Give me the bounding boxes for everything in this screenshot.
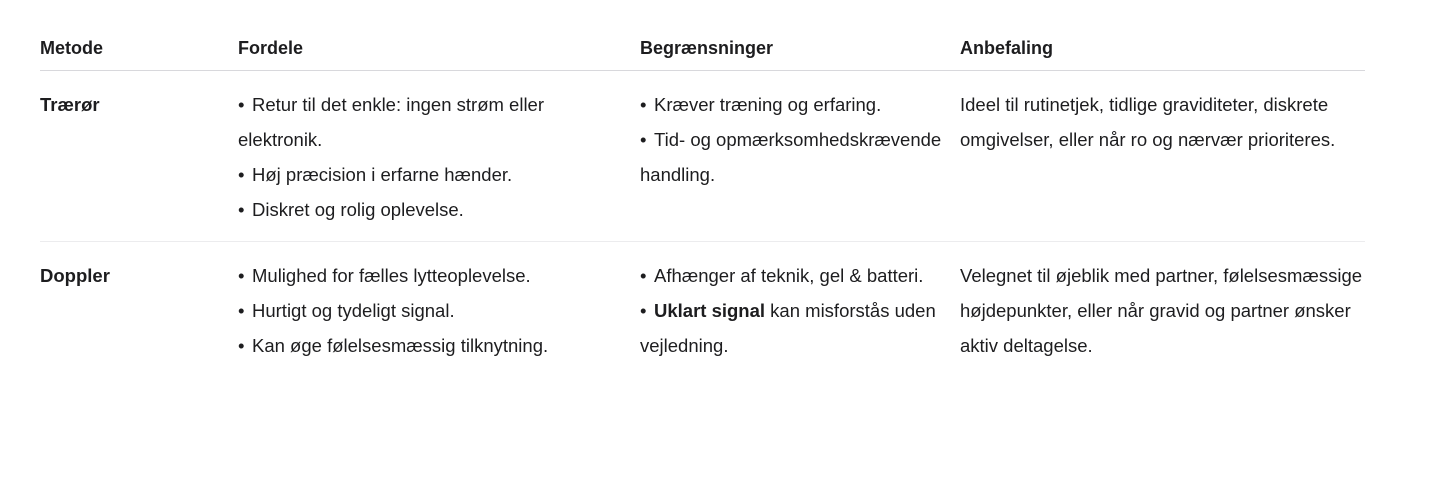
bullet-icon: • xyxy=(640,129,647,150)
list-item xyxy=(640,258,942,293)
bullet-icon: • xyxy=(238,199,245,220)
pro-text: Hurtigt og tydeligt signal. xyxy=(252,300,455,321)
list-item xyxy=(238,258,622,293)
limitation-text: Afhænger af teknik, gel & batteri. xyxy=(654,265,924,286)
limitations-cell xyxy=(640,71,960,242)
list-item xyxy=(238,192,622,227)
bullet-icon: • xyxy=(640,265,647,286)
comparison-table-container xyxy=(40,28,1365,377)
bullet-icon: • xyxy=(238,300,245,321)
pro-text: Retur til det enkle: ingen strøm eller elektronik. xyxy=(238,94,545,150)
table-header xyxy=(40,28,1365,71)
pros-list xyxy=(238,258,622,363)
header-pros: Fordele xyxy=(238,28,640,71)
limitations-cell xyxy=(640,242,960,378)
list-item xyxy=(640,293,942,363)
limitation-bold-text: Uklart signal xyxy=(654,300,766,321)
bullet-icon: • xyxy=(238,265,245,286)
bullet-icon: • xyxy=(238,164,245,185)
list-item xyxy=(238,157,622,192)
table-body xyxy=(40,71,1365,378)
bullet-icon: • xyxy=(640,94,647,115)
limitation-text: kan misforstås uden vejledning. xyxy=(640,300,936,356)
list-item xyxy=(640,87,942,122)
pro-text: Høj præcision i erfarne hænder. xyxy=(252,164,513,185)
limitations-list xyxy=(640,87,942,192)
list-item xyxy=(238,293,622,328)
table-row xyxy=(40,242,1365,378)
list-item xyxy=(640,122,942,192)
header-row xyxy=(40,28,1365,71)
bullet-icon: • xyxy=(640,300,647,321)
limitation-text: Kræver træning og erfaring. xyxy=(654,94,882,115)
list-item xyxy=(238,328,622,363)
pros-list xyxy=(238,87,622,227)
limitations-list xyxy=(640,258,942,363)
header-limitations: Begrænsninger xyxy=(640,28,960,71)
method-cell: Doppler xyxy=(40,265,110,286)
pros-cell xyxy=(238,242,640,378)
bullet-icon: • xyxy=(238,94,245,115)
list-item xyxy=(238,87,622,157)
method-cell: Trærør xyxy=(40,71,238,242)
limitation-text: Tid- og opmærksomhedskrævende handling. xyxy=(640,129,942,185)
pro-text: Diskret og rolig oplevelse. xyxy=(252,199,464,220)
pro-text: Mulighed for fælles lytteoplevelse. xyxy=(252,265,531,286)
bullet-icon: • xyxy=(238,335,245,356)
pros-cell xyxy=(238,71,640,242)
recommendation-cell: Velegnet til øjeblik med partner, følelsesmæssige højdepunkter, eller når gravid og partner ønsker aktiv deltagelse. xyxy=(960,265,1363,356)
header-recommendation: Anbefaling xyxy=(960,28,1365,71)
comparison-table xyxy=(40,28,1365,377)
table-row xyxy=(40,71,1365,242)
header-method: Metode xyxy=(40,28,238,71)
pro-text: Kan øge følelsesmæssig tilknytning. xyxy=(252,335,549,356)
recommendation-cell: Ideel til rutinetjek, tidlige graviditeter, diskrete omgivelser, eller når ro og nærvær prioriteres. xyxy=(960,71,1365,242)
